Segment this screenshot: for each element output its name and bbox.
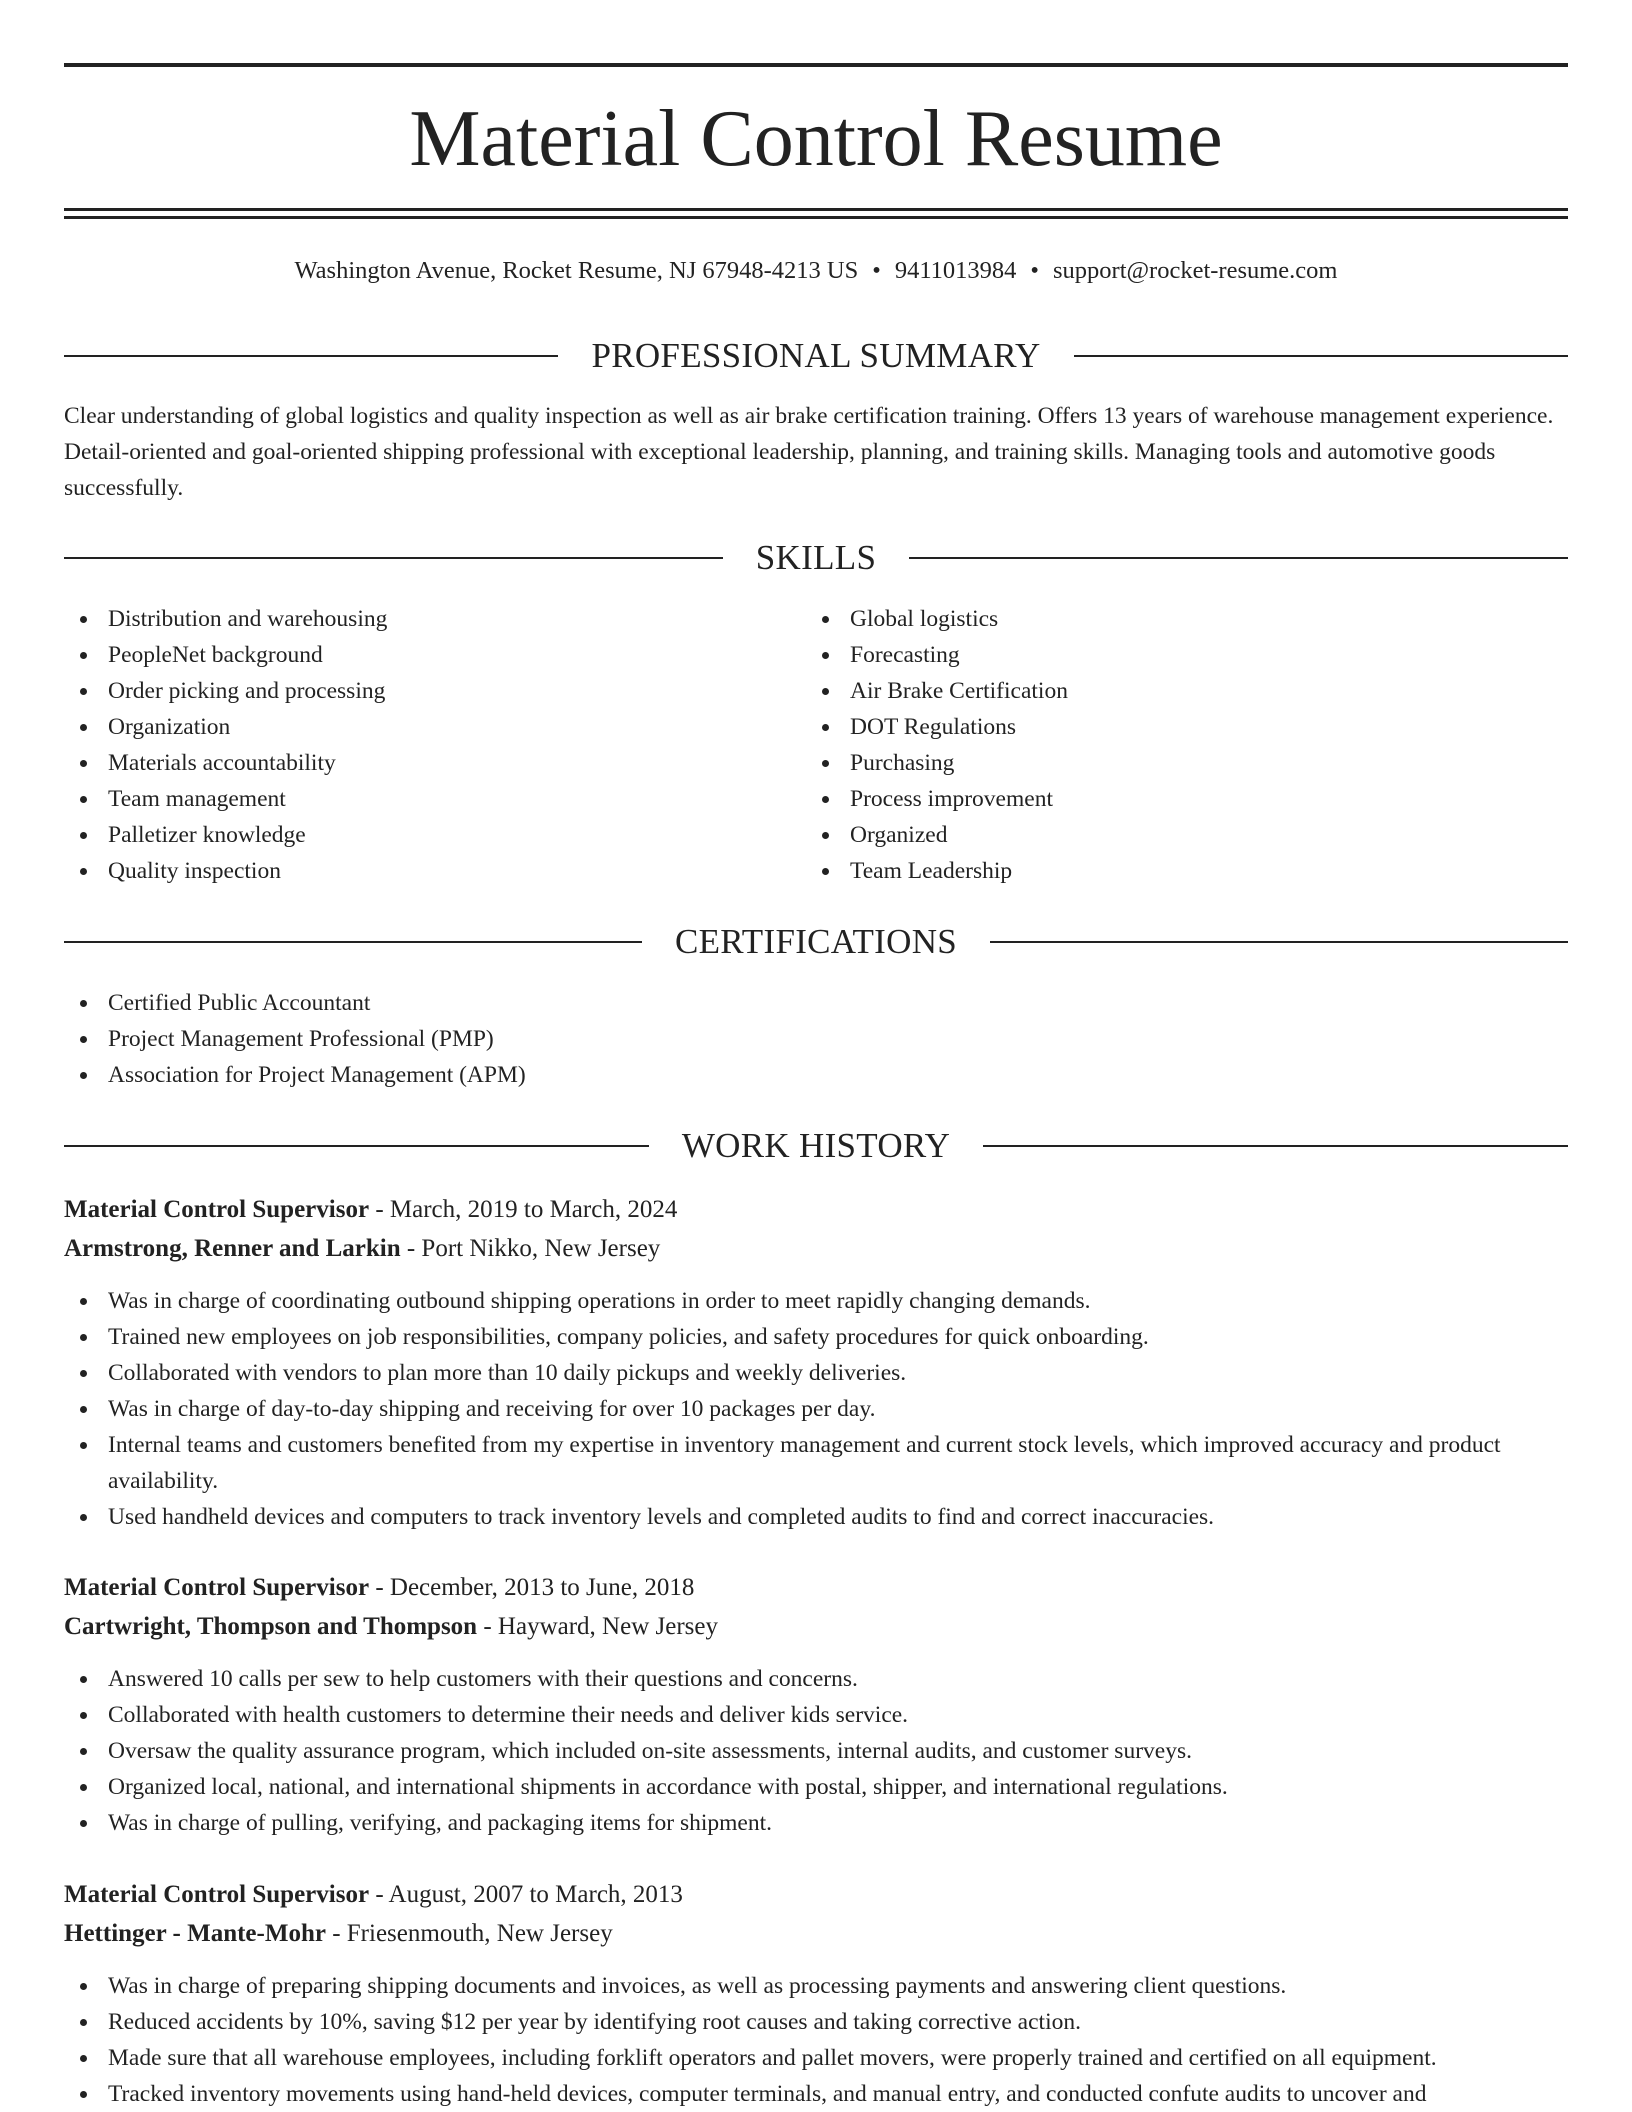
skill-item: Order picking and processing [64,673,764,709]
job-bullet: Made sure that all warehouse employees, including forklift operators and pallet movers, were properly trained and certified on all equipment. [64,2040,1568,2076]
job-title-line [64,1190,1568,1229]
certification-item: Certified Public Accountant [64,985,1064,1021]
job-dates: - December, 2013 to June, 2018 [369,1574,695,1601]
job-location: - Port Nikko, New Jersey [400,1235,661,1262]
job-bullet: Was in charge of day-to-day shipping and receiving for over 10 packages per day. [64,1391,1568,1427]
job-bullet-list [64,1283,1568,1535]
job-bullet: Was in charge of pulling, verifying, and packaging items for shipment. [64,1805,1568,1841]
contact-separator: • [1030,257,1039,284]
skill-item: Quality inspection [64,853,764,889]
job-bullet: Collaborated with vendors to plan more than 10 daily pickups and weekly deliveries. [64,1355,1568,1391]
certification-item: Project Management Professional (PMP) [64,1021,1064,1057]
skill-item: Air Brake Certification [806,673,1506,709]
skill-item: Purchasing [806,745,1506,781]
job-dates: - August, 2007 to March, 2013 [369,1881,683,1908]
heading-rule-right [1074,355,1568,357]
job-company: Hettinger - Mante-Mohr [64,1920,326,1947]
job-bullet: Internal teams and customers benefited from my expertise in inventory management and current stock levels, which improved accuracy and product availability. [64,1427,1568,1499]
heading-rule-left [64,1145,649,1147]
job-company-line [64,1914,1568,1953]
job-title-line [64,1568,1568,1607]
job-location: - Hayward, New Jersey [477,1613,718,1640]
skill-item: Global logistics [806,601,1506,637]
job-title: Material Control Supervisor [64,1574,370,1601]
job-title: Material Control Supervisor [64,1196,370,1223]
skills-list-left [64,601,764,889]
contact-line [64,255,1568,287]
work-section-heading [64,1126,1568,1166]
job-location: - Friesenmouth, New Jersey [325,1920,613,1947]
job-bullet: Organized local, national, and international shipments in accordance with postal, shipper, and international regulations. [64,1769,1568,1805]
certification-item: Association for Project Management (APM) [64,1057,1064,1093]
job-entry [64,1875,1568,2112]
skill-item: Team management [64,781,764,817]
skills-heading-label: SKILLS [755,538,877,577]
skill-item: Palletizer knowledge [64,817,764,853]
job-title-line [64,1875,1568,1914]
work-heading-label: WORK HISTORY [681,1126,951,1165]
job-bullet: Oversaw the quality assurance program, which included on-site assessments, internal audits, and customer surveys. [64,1733,1568,1769]
job-bullet: Was in charge of coordinating outbound shipping operations in order to meet rapidly changing demands. [64,1283,1568,1319]
heading-rule-left [64,941,642,943]
job-company-line [64,1229,1568,1268]
skill-item: Organization [64,709,764,745]
job-company: Cartwright, Thompson and Thompson [64,1613,478,1640]
certifications-heading-label: CERTIFICATIONS [674,922,958,961]
heading-rule-left [64,557,723,559]
job-bullet: Reduced accidents by 10%, saving $12 per year by identifying root causes and taking corrective action. [64,2004,1568,2040]
job-bullet: Tracked inventory movements using hand-held devices, computer terminals, and manual entry, and conducted confute audits to uncover and [64,2076,1568,2112]
job-bullet-list [64,1968,1568,2112]
job-bullet-list [64,1661,1568,1841]
job-company: Armstrong, Renner and Larkin [64,1235,401,1262]
job-bullet: Answered 10 calls per sew to help customers with their questions and concerns. [64,1661,1568,1697]
job-dates: - March, 2019 to March, 2024 [369,1196,678,1223]
skill-item: DOT Regulations [806,709,1506,745]
contact-phone: 9411013984 [894,257,1017,284]
summary-paragraph: Clear understanding of global logistics and quality inspection as well as air brake certification training. Offers 13 years of warehouse management experience. Detail-oriented and goal-oriented shipping professional with exceptional leadership, planning, and training skills. Managing tools and automotive goods successfully. [64,403,1554,501]
skills-list-right [806,601,1506,889]
heading-rule-right [909,557,1568,559]
job-bullet: Was in charge of preparing shipping documents and invoices, as well as processing payments and answering client questions. [64,1968,1568,2004]
summary-heading-label: PROFESSIONAL SUMMARY [591,336,1041,375]
resume-title: Material Control Resume [409,95,1223,183]
skill-item: Forecasting [806,637,1506,673]
skill-item: Distribution and warehousing [64,601,764,637]
contact-email: support@rocket-resume.com [1053,257,1338,284]
heading-rule-right [990,941,1568,943]
job-title: Material Control Supervisor [64,1881,370,1908]
skills-section-heading [64,538,1568,578]
skill-item: Process improvement [806,781,1506,817]
skill-item: PeopleNet background [64,637,764,673]
job-company-line [64,1607,1568,1646]
skill-item: Team Leadership [806,853,1506,889]
heading-rule-left [64,355,558,357]
job-bullet: Used handheld devices and computers to track inventory levels and completed audits to find and correct inaccuracies. [64,1499,1568,1535]
skill-item: Organized [806,817,1506,853]
certifications-list [64,985,1064,1093]
job-entry [64,1568,1568,1841]
contact-separator: • [872,257,881,284]
job-bullet: Collaborated with health customers to determine their needs and deliver kids service. [64,1697,1568,1733]
summary-section-heading [64,336,1568,376]
heading-rule-right [983,1145,1568,1147]
title-double-rule-upper [64,208,1568,211]
certifications-section-heading [64,922,1568,962]
top-rule [64,63,1568,67]
skill-item: Materials accountability [64,745,764,781]
title-double-rule-lower [64,216,1568,219]
contact-address: Washington Avenue, Rocket Resume, NJ 67948-4213 US [294,257,859,284]
job-bullet: Trained new employees on job responsibilities, company policies, and safety procedures for quick onboarding. [64,1319,1568,1355]
job-entry [64,1190,1568,1535]
